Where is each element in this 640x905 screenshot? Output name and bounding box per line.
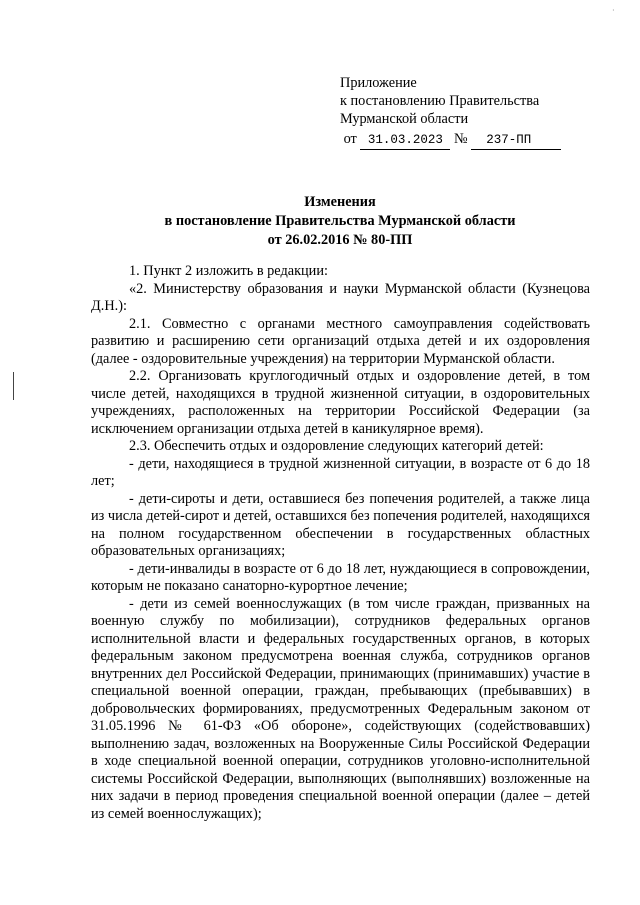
paragraph: «2. Министерству образования и науки Мурманской области (Кузнецова Д.Н.):	[91, 280, 590, 314]
number-sign: №	[454, 131, 468, 147]
appendix-block	[340, 74, 561, 150]
appendix-reference: к постановлению Правительства	[340, 93, 540, 109]
list-item: - дети-инвалиды в возрасте от 6 до 18 лет, нуждающиеся в сопровождении, которым не показано санаторно-курортное лечение;	[91, 560, 590, 594]
document-number: 237-ПП	[471, 131, 561, 150]
appendix-region: Мурманской области	[340, 111, 469, 127]
appendix-label: Приложение	[340, 75, 417, 91]
document-title	[90, 193, 590, 250]
title-line-3: от 26.02.2016 № 80-ПП	[267, 232, 413, 248]
from-label: от	[343, 131, 357, 147]
paragraph: 1. Пункт 2 изложить в редакции:	[129, 263, 328, 279]
registration-line	[340, 130, 561, 150]
document-body	[91, 263, 590, 823]
scan-margin-mark	[13, 372, 14, 400]
paragraph: 2.3. Обеспечить отдых и оздоровление следующих категорий детей:	[129, 438, 544, 454]
paragraph: 2.1. Совместно с органами местного самоуправления содействовать развитию и расширению сети организаций отдыха детей и их оздоровления (далее - оздоровительные учреждения) на территории Мурманской области.	[91, 315, 590, 367]
title-line-1: Изменения	[304, 194, 376, 210]
title-line-2: в постановление Правительства Мурманской области	[164, 213, 516, 229]
list-item: - дети из семей военнослужащих (в том числе граждан, призванных на военную службу по мобилизации), сотрудников федеральных органов исполнительной власти и федеральных государственных органов, в которых федеральным законом предусмотрена военная служба, сотрудников органов внутренних дел Российской Федерации, принимающих (принимавших) участие в специальной военной операции, граждан, пребывающих (пребывавших) в добровольческих формированиях, предусмотренных Федеральным законом от 31.05.1996 № 61-ФЗ «Об обороне», содействующих (содействовавших) выполнению задач, возложенных на Вооруженные Силы Российской Федерации в ходе специальной военной операции, сотрудников уголовно-исполнительной системы Российской Федерации, выполняющих (выполнявших) возложенные на них задачи в период проведения специальной военной операции (далее – детей из семей военнослужащих);	[91, 595, 590, 822]
list-item: - дети-сироты и дети, оставшиеся без попечения родителей, а также лица из числа детей-сирот и детей, оставшихся без попечения родителей, находящихся на полном государственном обеспечении в государственных областных образовательных организациях;	[91, 490, 590, 559]
paragraph: 2.2. Организовать круглогодичный отдых и оздоровление детей, в том числе детей, находящихся в трудной жизненной ситуации, в оздоровительных учреждениях, расположенных на территории Российской Федерации (за исключением организации отдыха детей в каникулярное время).	[91, 368, 590, 437]
document-date: 31.03.2023	[360, 131, 450, 150]
list-item: - дети, находящиеся в трудной жизненной ситуации, в возрасте от 6 до 18 лет;	[91, 455, 590, 489]
corner-mark: ·	[612, 6, 615, 15]
